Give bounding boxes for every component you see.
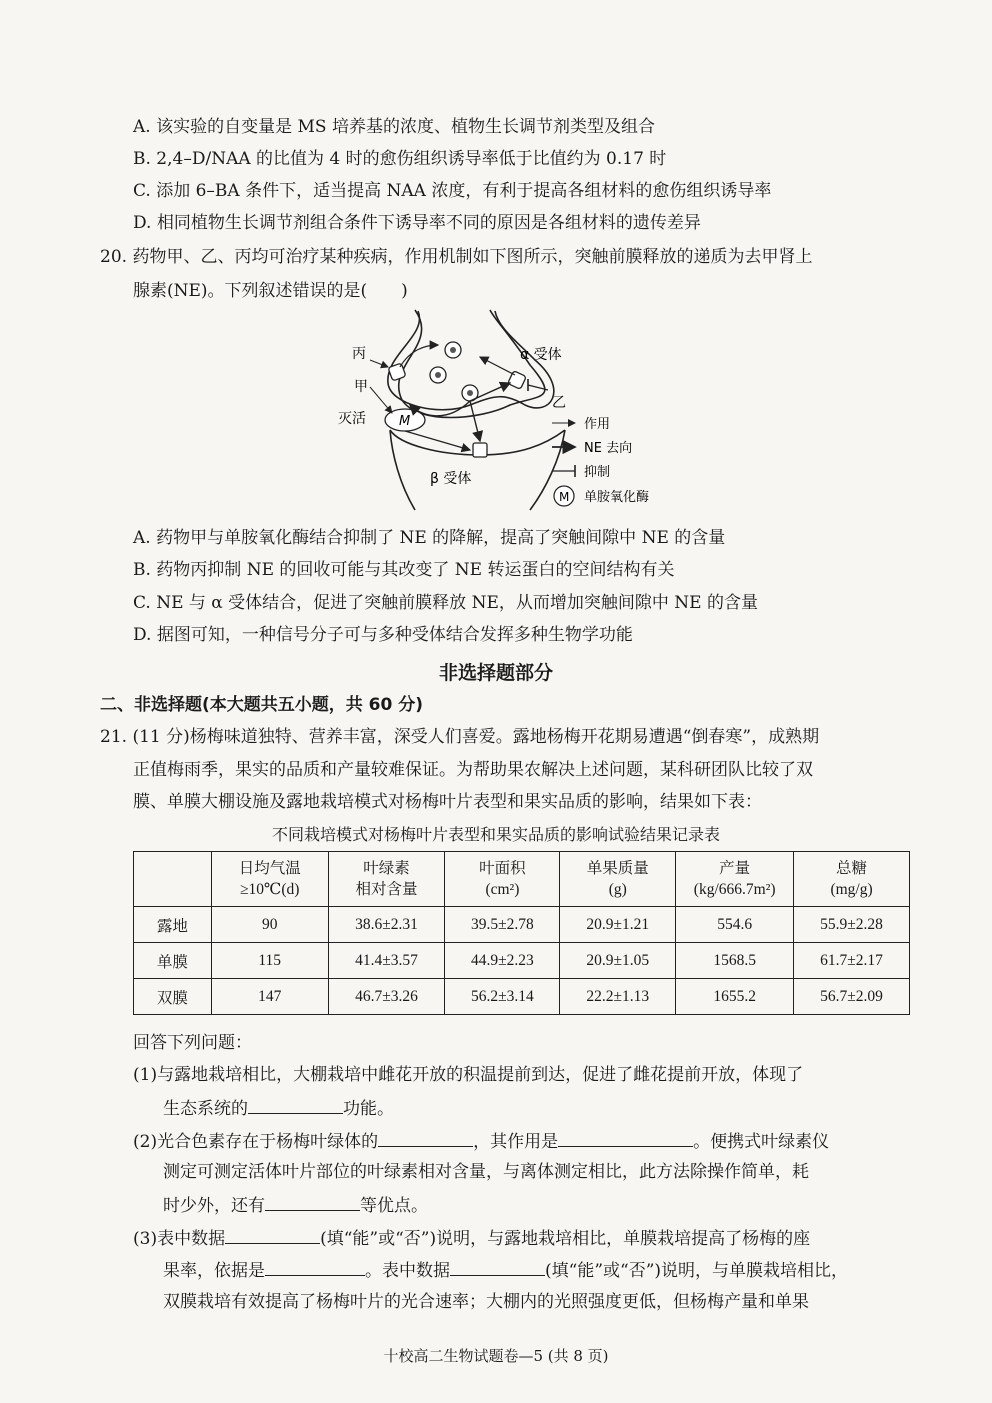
label-beta-receptor: β 受体: [430, 471, 472, 487]
answer-blank[interactable]: [450, 1257, 545, 1276]
q20-stem-line1: 20. 药物甲、乙、丙均可治疗某种疾病，作用机制如下图所示，突触前膜释放的递质为去甲肾上: [100, 247, 813, 267]
q20-option-d: D. 据图可知，一种信号分子可与多种受体结合发挥多种生物学功能: [133, 625, 633, 645]
results-table: [133, 851, 910, 1015]
q21-part1-line1: (1)与露地栽培相比，大棚栽培中雌花开放的积温提前到达，促进了雌花提前开放，体现了: [133, 1065, 804, 1085]
q19-option-d: D. 相同植物生长调节剂组合条件下诱导率不同的原因是各组材料的遗传差异: [133, 213, 701, 233]
cell: 55.9±2.28: [794, 907, 910, 943]
label-alpha-receptor: α 受体: [520, 347, 562, 363]
q19-option-c: C. 添加 6–BA 条件下，适当提高 NAA 浓度，有利于提高各组材料的愈伤组织诱导率: [133, 181, 772, 201]
q21-part1-line2: 生态系统的 功能。: [163, 1095, 394, 1121]
q20-stem-line2: 腺素(NE)。下列叙述错误的是( ): [133, 281, 408, 301]
q21-stem-line3: 膜、单膜大棚设施及露地栽培模式对杨梅叶片表型和果实品质的影响，结果如下表：: [133, 792, 762, 812]
q21-part3-line1: (3)表中数据 (填“能”或“否”)说明，与露地栽培相比，单膜栽培提高了杨梅的座: [133, 1225, 810, 1251]
answer-blank[interactable]: [265, 1192, 360, 1211]
cell: 1655.2: [676, 979, 794, 1015]
part-title: 二、非选择题(本大题共五小题，共 60 分): [100, 695, 424, 715]
page-footer: 十校高二生物试题卷—5 (共 8 页): [383, 1347, 609, 1365]
header-fruit-mass: 单果质量 (g): [560, 852, 676, 907]
enzyme-label: M: [399, 414, 411, 429]
q20-option-b: B. 药物丙抑制 NE 的回收可能与其改变了 NE 转运蛋白的空间结构有关: [133, 560, 675, 580]
cell: 61.7±2.17: [794, 943, 910, 979]
postsynaptic-membrane: [390, 430, 565, 510]
cell: 20.9±1.21: [560, 907, 676, 943]
legend-enzyme-symbol: M: [559, 490, 570, 504]
cell: 554.6: [676, 907, 794, 943]
q20-option-a: A. 药物甲与单胺氧化酶结合抑制了 NE 的降解，提高了突触间隙中 NE 的含量: [133, 528, 726, 548]
cell: 46.7±3.26: [328, 979, 445, 1015]
header-sugar: 总糖 (mg/g): [794, 852, 910, 907]
cell: 44.9±2.23: [445, 943, 560, 979]
cell: 39.5±2.78: [445, 907, 560, 943]
table-caption: 不同栽培模式对杨梅叶片表型和果实品质的影响试验结果记录表: [271, 825, 720, 844]
header-leaf-area: 叶面积 (cm²): [445, 852, 560, 907]
q19-option-b: B. 2,4–D/NAA 的比值为 4 时的愈伤组织诱导率低于比值约为 0.17 时: [133, 149, 667, 169]
q21-part3-line3: 双膜栽培有效提高了杨梅叶片的光合速率；大棚内的光照强度更低，但杨梅产量和单果: [163, 1292, 809, 1312]
cell: 1568.5: [676, 943, 794, 979]
answer-blank[interactable]: [378, 1128, 473, 1147]
answer-blank[interactable]: [558, 1128, 693, 1147]
cell: 38.6±2.31: [328, 907, 445, 943]
section-title: 非选择题部分: [438, 662, 553, 684]
cell: 115: [211, 943, 328, 979]
cell: 90: [211, 907, 328, 943]
answer-blank[interactable]: [225, 1225, 320, 1244]
q19-option-a: A. 该实验的自变量是 MS 培养基的浓度、植物生长调节剂类型及组合: [133, 117, 655, 137]
legend-ne-direction: NE 去向: [584, 441, 633, 456]
legend-enzyme: 单胺氧化酶: [584, 490, 650, 505]
header-chlorophyll: 叶绿素 相对含量: [328, 852, 445, 907]
q21-part2-line1: (2)光合色素存在于杨梅叶绿体的 ，其作用是 。便携式叶绿素仪: [133, 1128, 829, 1154]
label-miehuo: 灭活: [338, 411, 366, 427]
header-temp: 日均气温 ≥10℃(d): [211, 852, 328, 907]
q21-part2-line2: 测定可测定活体叶片部位的叶绿素相对含量，与离体测定相比，此方法除操作简单，耗: [163, 1162, 809, 1182]
cell: 56.2±3.14: [445, 979, 560, 1015]
row-label: 单膜: [134, 943, 212, 979]
header-yield: 产量 (kg/666.7m²): [676, 852, 794, 907]
legend-inhibit: 抑制: [584, 465, 611, 480]
synapse-diagram: [330, 305, 710, 517]
header-empty: [134, 852, 212, 907]
q21-part3-line2: 果率，依据是 。表中数据 (填“能”或“否”)说明，与单膜栽培相比，: [163, 1257, 848, 1283]
label-jia: 甲: [354, 379, 368, 395]
cell: 22.2±1.13: [560, 979, 676, 1015]
answer-intro: 回答下列问题：: [133, 1033, 252, 1053]
label-bing: 丙: [352, 346, 366, 362]
table-header-row: [134, 852, 910, 907]
q21-stem-line1: 21. (11 分)杨梅味道独特、营养丰富，深受人们喜爱。露地杨梅开花期易遭遇“倒春寒”，成熟期: [100, 727, 820, 747]
q21-part2-line3: 时少外，还有 等优点。: [163, 1192, 428, 1218]
q21-stem-line2: 正值梅雨季，果实的品质和产量较难保证。为帮助果农解决上述问题，某科研团队比较了双: [133, 760, 813, 780]
table-row: [134, 907, 910, 943]
cell: 20.9±1.05: [560, 943, 676, 979]
table-row: [134, 943, 910, 979]
answer-blank[interactable]: [265, 1257, 365, 1276]
table-row: [134, 979, 910, 1015]
label-yi: 乙: [552, 395, 566, 411]
legend-effect: 作用: [584, 417, 611, 432]
row-label: 双膜: [134, 979, 212, 1015]
cell: 147: [211, 979, 328, 1015]
cell: 56.7±2.09: [794, 979, 910, 1015]
q20-option-c: C. NE 与 α 受体结合，促进了突触前膜释放 NE，从而增加突触间隙中 NE 的含量: [133, 593, 758, 613]
cell: 41.4±3.57: [328, 943, 445, 979]
row-label: 露地: [134, 907, 212, 943]
answer-blank[interactable]: [248, 1095, 343, 1114]
